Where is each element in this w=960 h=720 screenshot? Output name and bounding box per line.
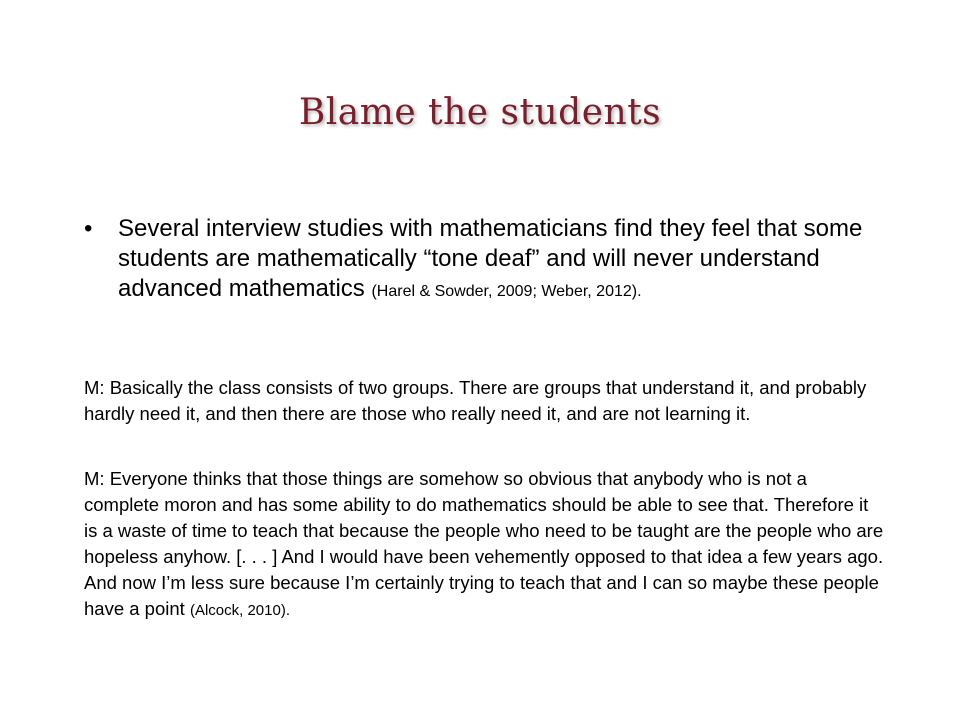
bullet-marker: •	[84, 215, 93, 242]
bullet-citation: (Harel & Sowder, 2009; Weber, 2012)	[371, 283, 638, 300]
quote-2-period: .	[285, 602, 290, 619]
quote-2-citation: (Alcock, 2010)	[189, 602, 286, 619]
bullet-text	[118, 214, 874, 307]
quote-2	[84, 466, 884, 624]
quote-2-body: M: Everyone thinks that those things are somehow so obvious that anybody who is not a complete moron and has some ability to do mathematics should be able to see that. Therefore it is a waste of time to teach that because the people who need to be taught are the people who are hopeless anyhow. [. . . ] And I would have been vehemently opposed to that idea a few years ago. And now I’m less sure because I’m certainly trying to teach that and I can so maybe these people have a point	[84, 468, 884, 619]
bullet-period: .	[637, 283, 642, 300]
bullet-point	[84, 214, 874, 307]
quote-1: M: Basically the class consists of two groups. There are groups that understand it, and probably hardly need it, and then there are those who really need it, and are not learning it.	[84, 377, 867, 424]
slide-title: Blame the students	[298, 92, 662, 133]
bullet-body: Several interview studies with mathematicians find they feel that some students are mathematically “tone deaf” and will never understand advanced mathematics	[118, 215, 863, 302]
